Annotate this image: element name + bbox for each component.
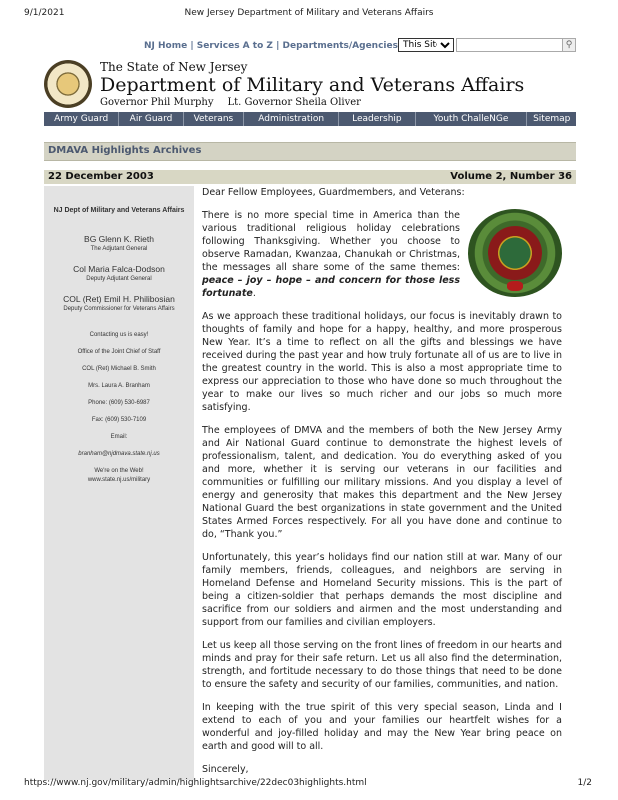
section-title: DMAVA Highlights Archives (48, 145, 202, 156)
issue-bar (44, 170, 576, 184)
article-paragraph: In keeping with the true spirit of this very special season, Linda and I extend to each of you and your families our heartfelt wishes for a wonderful and joy-filled holiday and may the New Year bring peace on earth and good will to all. (202, 702, 562, 752)
holiday-wreath-icon (468, 209, 562, 297)
contact-person-1: COL (Ret) Michael B. Smith (82, 366, 156, 372)
article (202, 186, 562, 786)
article-salutation: Dear Fellow Employees, Guardmembers, and Veterans: (202, 187, 465, 198)
article-paragraph: The employees of DMVA and the members of both the New Jersey Army and Air National Guard continue to demonstrate the highest levels of professionalism, talent, and dedication. You do everything asked of you and more, whether it is serving our veterans in our facilities and communities or fulfilling our military missions. And you display a level of energy and generosity that makes this department and the New Jersey National Guard the best organizations in state government and the United States Armed Forces respectively. For all you have done and continue to do, “Thank you.” (202, 425, 562, 540)
contact-email-link[interactable]: branham@njdmava.state.nj.us (78, 451, 160, 457)
sidebar (44, 186, 194, 780)
contact-email-label: Email: (110, 434, 128, 440)
top-nav-links: NJ Home | Services A to Z | Departments/Agencies (144, 41, 433, 51)
print-header (0, 0, 618, 26)
banner-governor: Governor Phil Murphy (100, 97, 214, 108)
contact-fax: Fax: (609) 530-7109 (91, 417, 147, 423)
print-title: New Jersey Department of Military and Veterans Affairs (184, 8, 434, 18)
main-nav-youth-challenge[interactable]: Youth ChalleNGe (416, 112, 528, 126)
sidebar-org: NJ Dept of Military and Veterans Affairs (53, 207, 185, 214)
article-paragraph: There is no more special time in America than the various traditional religious holiday celebrations following Thanksgiving. Whether you choose to observe Ramadan, Kwanzaa, Chanukah or Christmas, the messages all share some of the same themes: peace – joy – hope – and concern for those less fortunate. (202, 210, 460, 299)
nav-link-nj-home[interactable]: NJ Home (144, 41, 188, 51)
official-name: BG Glenn K. Rieth (84, 234, 154, 244)
main-nav-veterans[interactable]: Veterans (184, 112, 244, 126)
banner-lt-governor: Lt. Governor Sheila Oliver (227, 97, 361, 108)
article-emphasis: peace – joy – hope – and concern for those less fortunate (202, 275, 460, 299)
web-label: We're on the Web! (94, 468, 144, 474)
banner-officials (100, 97, 361, 108)
official-role: Deputy Adjutant General (86, 276, 152, 282)
section-title-bar (44, 142, 576, 161)
main-nav-air-guard[interactable]: Air Guard (119, 112, 183, 126)
contact-office: Office of the Joint Chief of Staff (77, 349, 161, 355)
state-seal-icon (44, 60, 92, 108)
banner-state: The State of New Jersey (100, 60, 248, 74)
wreath-bow-icon (507, 281, 523, 291)
article-paragraph: Let us keep all those serving on the front lines of freedom in our hearts and minds and pray for their safe return. Let us all also find the determination, strength, and fortitude necessary to do those things that need to be done to ensure the safety and security of our families, communities, and nation. (202, 640, 562, 690)
sidebar-official (44, 234, 194, 254)
issue-date: 22 December 2003 (48, 171, 154, 182)
print-page-number: 1/2 (577, 778, 592, 788)
contact-phone: Phone: (609) 530-6987 (88, 400, 150, 406)
sidebar-official (44, 294, 194, 314)
print-date: 9/1/2021 (24, 8, 65, 18)
article-closing: Sincerely, (202, 764, 249, 775)
contact-person-2: Mrs. Laura A. Branham (88, 383, 150, 389)
nav-link-departments[interactable]: Departments/Agencies (282, 41, 398, 51)
issue-volume: Volume 2, Number 36 (450, 171, 572, 182)
search-input[interactable] (456, 38, 564, 52)
banner-department[interactable]: Department of Military and Veterans Affairs (100, 74, 525, 96)
official-name: Col Maria Falca-Dodson (73, 264, 165, 274)
main-nav-army-guard[interactable]: Army Guard (44, 112, 119, 126)
site-banner (44, 58, 584, 110)
print-url: https://www.nj.gov/military/admin/highlightsarchive/22dec03highlights.html (24, 778, 367, 788)
main-nav-leadership[interactable]: Leadership (339, 112, 415, 126)
official-name: COL (Ret) Emil H. Philibosian (63, 294, 175, 304)
search-scope-select[interactable] (398, 38, 454, 52)
official-role: The Adjutant General (90, 246, 148, 252)
official-role: Deputy Commissioner for Veterans Affairs (63, 306, 175, 312)
main-nav-sitemap[interactable]: Sitemap (533, 114, 571, 124)
main-nav-administration[interactable]: Administration (244, 112, 339, 126)
nav-link-services[interactable]: Services A to Z (196, 41, 273, 51)
sidebar-official (44, 264, 194, 284)
web-link[interactable]: www.state.nj.us/military (87, 477, 151, 483)
top-nav (0, 38, 618, 54)
main-nav (44, 112, 576, 126)
print-footer (0, 776, 618, 796)
wreath-seal-icon (488, 226, 542, 280)
article-paragraph: As we approach these traditional holidays, our focus is inevitably drawn to thoughts of family and hope for a happy, healthy, and more prosperous New Year. It’s a time to reflect on all the gifts and blessings we have received during the past year and how truly fortunate all of us are to live in the greatest country in the world. This is also a most appropriate time to express our appreciation to those who have done so much throughout the year to make our lives so much richer and our jobs so much more satisfying. (202, 311, 562, 413)
contact-heading: Contacting us is easy! (89, 332, 149, 338)
article-paragraph: Unfortunately, this year’s holidays find our nation still at war. Many of our family members, friends, colleagues, and neighbors are serving in Homeland Defense and Homeland Security missions. This is the part of being a citizen-soldier that perhaps demands the most discipline and sacrifice from our soldiers and airmen and the most understanding and support from our families and civilian employers. (202, 552, 562, 628)
search-icon[interactable]: ⚲ (562, 38, 576, 52)
